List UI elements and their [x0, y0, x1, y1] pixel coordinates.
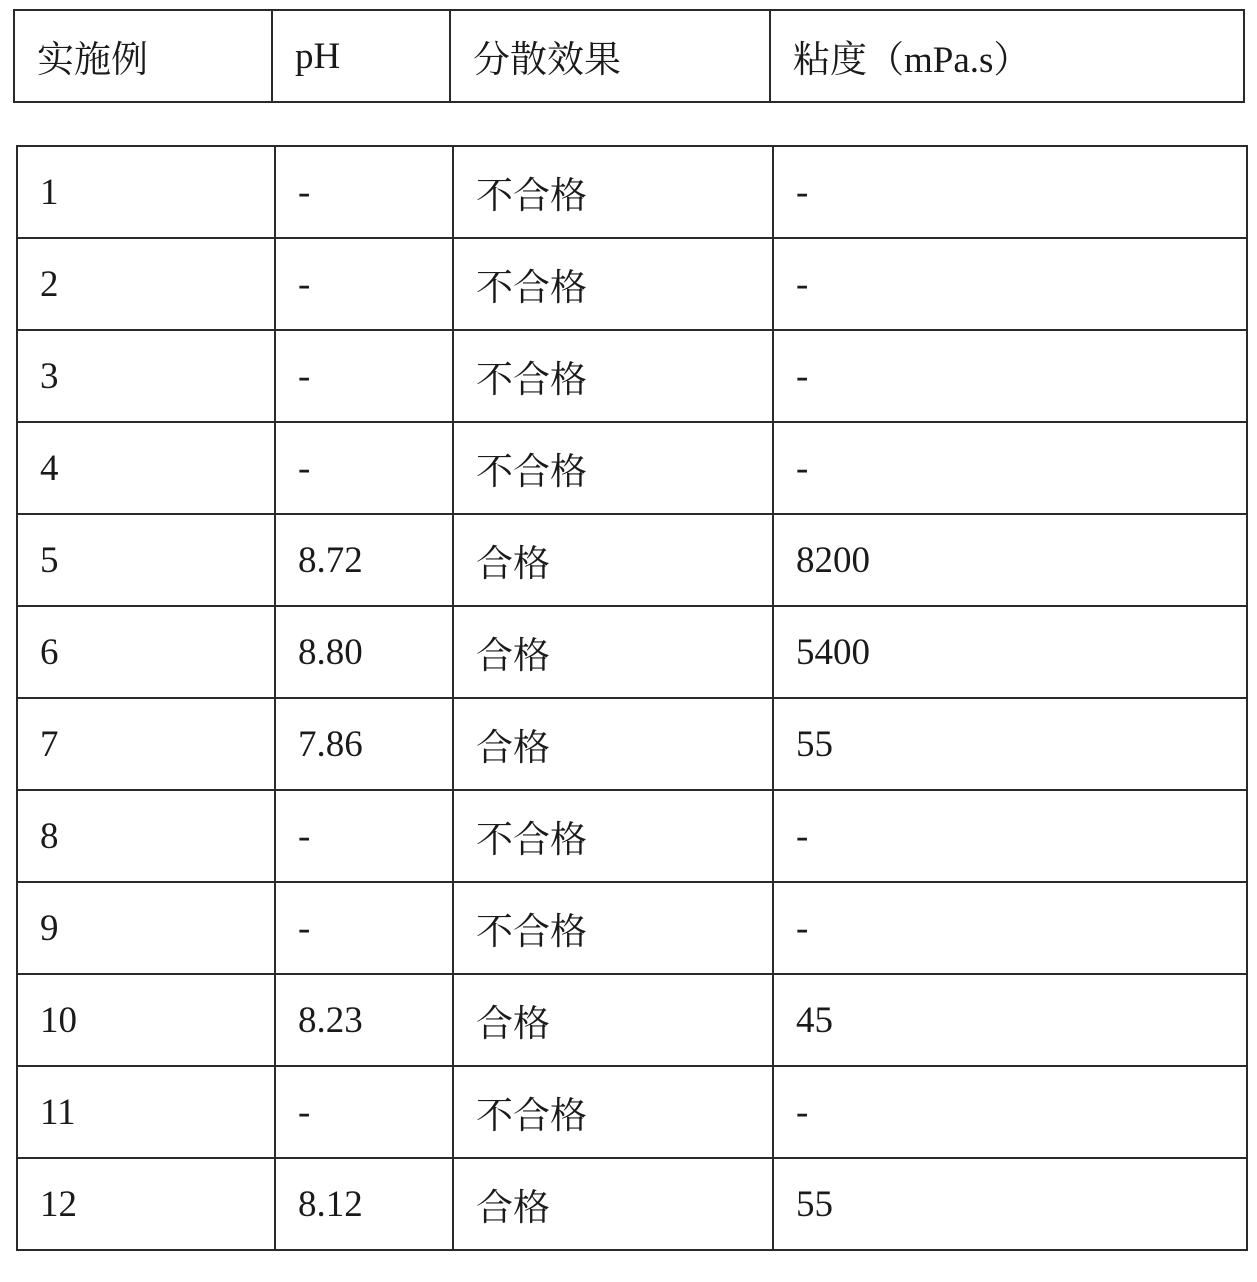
cell-viscosity: - [773, 146, 1247, 238]
cell-ph: 8.23 [275, 974, 453, 1066]
cell-viscosity: 55 [773, 698, 1247, 790]
cell-example: 11 [17, 1066, 275, 1158]
cell-dispersion: 合格 [453, 698, 773, 790]
cell-ph: 8.12 [275, 1158, 453, 1250]
header-table [13, 9, 1245, 103]
header-ph: pH [272, 10, 450, 102]
cell-ph: - [275, 882, 453, 974]
cell-ph: - [275, 1066, 453, 1158]
table-row [17, 974, 1247, 1066]
header-viscosity: 粘度（mPa.s） [770, 10, 1244, 102]
cell-example: 1 [17, 146, 275, 238]
cell-dispersion: 合格 [453, 1158, 773, 1250]
table-row [17, 606, 1247, 698]
cell-example: 5 [17, 514, 275, 606]
table-row [17, 1066, 1247, 1158]
cell-example: 12 [17, 1158, 275, 1250]
header-example: 实施例 [14, 10, 272, 102]
cell-viscosity: - [773, 790, 1247, 882]
cell-dispersion: 合格 [453, 514, 773, 606]
cell-dispersion: 不合格 [453, 146, 773, 238]
cell-viscosity: - [773, 882, 1247, 974]
table-row [17, 698, 1247, 790]
cell-viscosity: 5400 [773, 606, 1247, 698]
table-row [17, 882, 1247, 974]
table-row [17, 238, 1247, 330]
cell-ph: 7.86 [275, 698, 453, 790]
table-row [17, 790, 1247, 882]
cell-dispersion: 不合格 [453, 790, 773, 882]
data-table [16, 145, 1248, 1251]
cell-example: 9 [17, 882, 275, 974]
data-body [17, 146, 1247, 1250]
cell-example: 6 [17, 606, 275, 698]
table-row [17, 330, 1247, 422]
table-row [17, 1158, 1247, 1250]
cell-dispersion: 不合格 [453, 238, 773, 330]
cell-dispersion: 合格 [453, 974, 773, 1066]
cell-viscosity: 45 [773, 974, 1247, 1066]
cell-dispersion: 不合格 [453, 882, 773, 974]
cell-example: 2 [17, 238, 275, 330]
cell-viscosity: 55 [773, 1158, 1247, 1250]
cell-ph: - [275, 330, 453, 422]
cell-example: 7 [17, 698, 275, 790]
cell-viscosity: - [773, 422, 1247, 514]
cell-viscosity: - [773, 330, 1247, 422]
cell-ph: - [275, 238, 453, 330]
cell-example: 10 [17, 974, 275, 1066]
cell-viscosity: - [773, 238, 1247, 330]
table-row [17, 146, 1247, 238]
cell-dispersion: 不合格 [453, 422, 773, 514]
table-row [17, 514, 1247, 606]
cell-example: 3 [17, 330, 275, 422]
header-row [14, 10, 1244, 102]
cell-dispersion: 合格 [453, 606, 773, 698]
cell-ph: 8.72 [275, 514, 453, 606]
cell-example: 8 [17, 790, 275, 882]
table-row [17, 422, 1247, 514]
cell-example: 4 [17, 422, 275, 514]
cell-dispersion: 不合格 [453, 330, 773, 422]
cell-viscosity: - [773, 1066, 1247, 1158]
header-dispersion: 分散效果 [450, 10, 770, 102]
cell-dispersion: 不合格 [453, 1066, 773, 1158]
cell-ph: - [275, 790, 453, 882]
cell-ph: 8.80 [275, 606, 453, 698]
cell-viscosity: 8200 [773, 514, 1247, 606]
cell-ph: - [275, 422, 453, 514]
cell-ph: - [275, 146, 453, 238]
